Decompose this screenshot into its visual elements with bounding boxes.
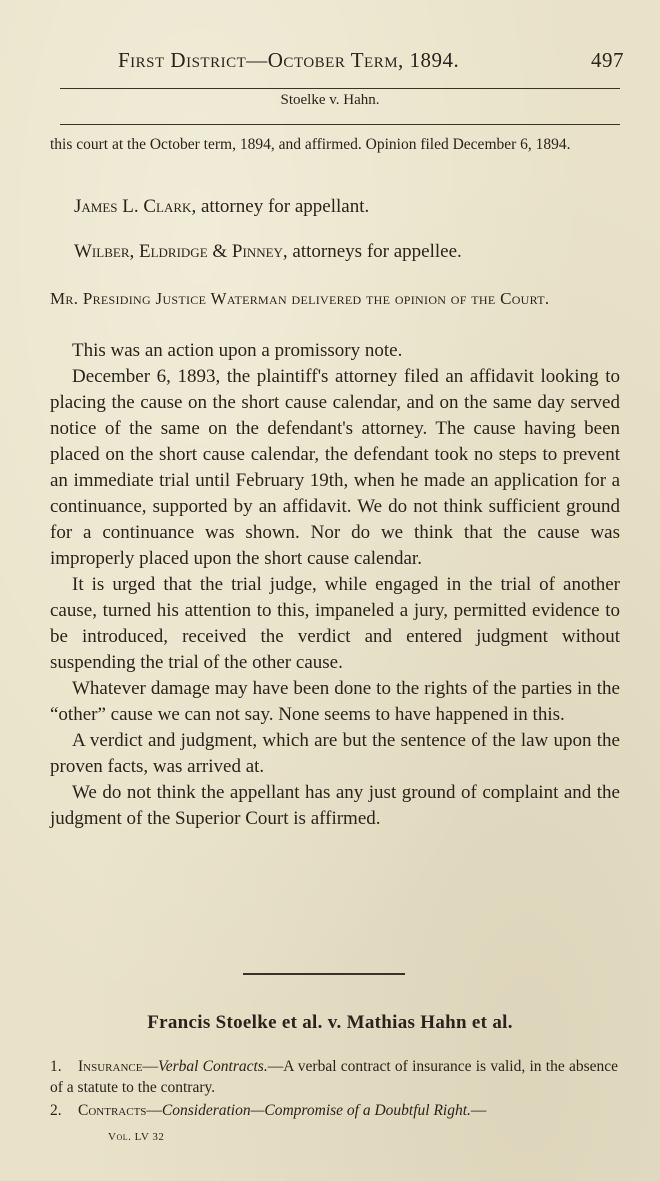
opinion-paragraph: This was an action upon a promissory note. bbox=[72, 340, 403, 361]
appellee-attorney-name: Wilber, Eldridge & Pinney bbox=[74, 241, 283, 262]
appellee-attorney-role: , attorneys for appellee. bbox=[282, 241, 462, 262]
appellant-attorney-role: , attorney for appellant. bbox=[191, 196, 370, 217]
opinion-body bbox=[50, 338, 620, 832]
counsel-appellant bbox=[74, 196, 369, 218]
headnote-number: 2. bbox=[50, 1102, 62, 1119]
caption-rule bbox=[60, 124, 620, 125]
header-rule bbox=[60, 88, 620, 89]
counsel-appellee bbox=[74, 241, 462, 263]
opinion-paragraph: Whatever damage may have been done to the rights of the parties in the “other” cause we can not say. None seems to have happened in this. bbox=[50, 678, 620, 725]
opinion-paragraph: It is urged that the trial judge, while engaged in the trial of another cause, turned his attention to this, impaneled a jury, permitted evidence to be introduced, received the verdict and entered judgment without suspending the trial of the other cause. bbox=[50, 574, 620, 673]
page-number: 497 bbox=[591, 48, 624, 72]
running-head bbox=[118, 44, 624, 78]
headnote-topic: Insurance bbox=[78, 1058, 143, 1075]
headnote-topic: Contracts bbox=[78, 1102, 147, 1119]
intro-text: this court at the October term, 1894, and affirmed. Opinion filed December 6, 1894. bbox=[50, 136, 571, 153]
running-head-title: First District—October Term, 1894. bbox=[118, 48, 460, 72]
headnote-number: 1. bbox=[50, 1058, 62, 1075]
section-divider bbox=[243, 973, 405, 975]
headnote-subtopic: Verbal Contracts. bbox=[157, 1058, 268, 1075]
opinion-heading: Mr. Presiding Justice Waterman delivered the opinion of the Court. bbox=[50, 289, 550, 308]
case-caption: Stoelke v. Hahn. bbox=[280, 92, 380, 108]
headnote: 1. Insurance—Verbal Contracts.—A verbal contract of insurance is valid, in the absence of a statute to the contrary. bbox=[50, 1058, 618, 1096]
signature-mark: Vol. LV 32 bbox=[108, 1131, 165, 1143]
headnote: 2. Contracts—Consideration—Compromise of a Doubtful Right.— bbox=[50, 1102, 487, 1119]
opinion-paragraph: December 6, 1893, the plaintiff's attorney filed an affidavit looking to placing the cause on the short cause calendar, and on the same day served notice of the same on the defendant's attorney. The cause having been placed on the short cause calendar, the defendant took no steps to prevent an immediate trial until February 19th, when he made an application for a continuance, supported by an affidavit. We do not think sufficient ground for a continuance was shown. Nor do we think that the cause was improperly placed upon the short cause calendar. bbox=[50, 366, 620, 569]
opinion-paragraph: A verdict and judgment, which are but the sentence of the law upon the proven facts, was arrived at. bbox=[50, 730, 620, 777]
opinion-paragraph: We do not think the appellant has any just ground of complaint and the judgment of the Superior Court is affirmed. bbox=[50, 782, 620, 829]
headnote-text: A verbal contract of insurance is valid, in the absence of a statute to the contrary. bbox=[50, 1058, 618, 1096]
appellant-attorney-name: James L. Clark bbox=[74, 196, 192, 217]
headnote-subtopic: Consideration—Compromise of a Doubtful Right. bbox=[161, 1102, 471, 1119]
next-case-title: Francis Stoelke et al. v. Mathias Hahn et al. bbox=[147, 1012, 513, 1033]
